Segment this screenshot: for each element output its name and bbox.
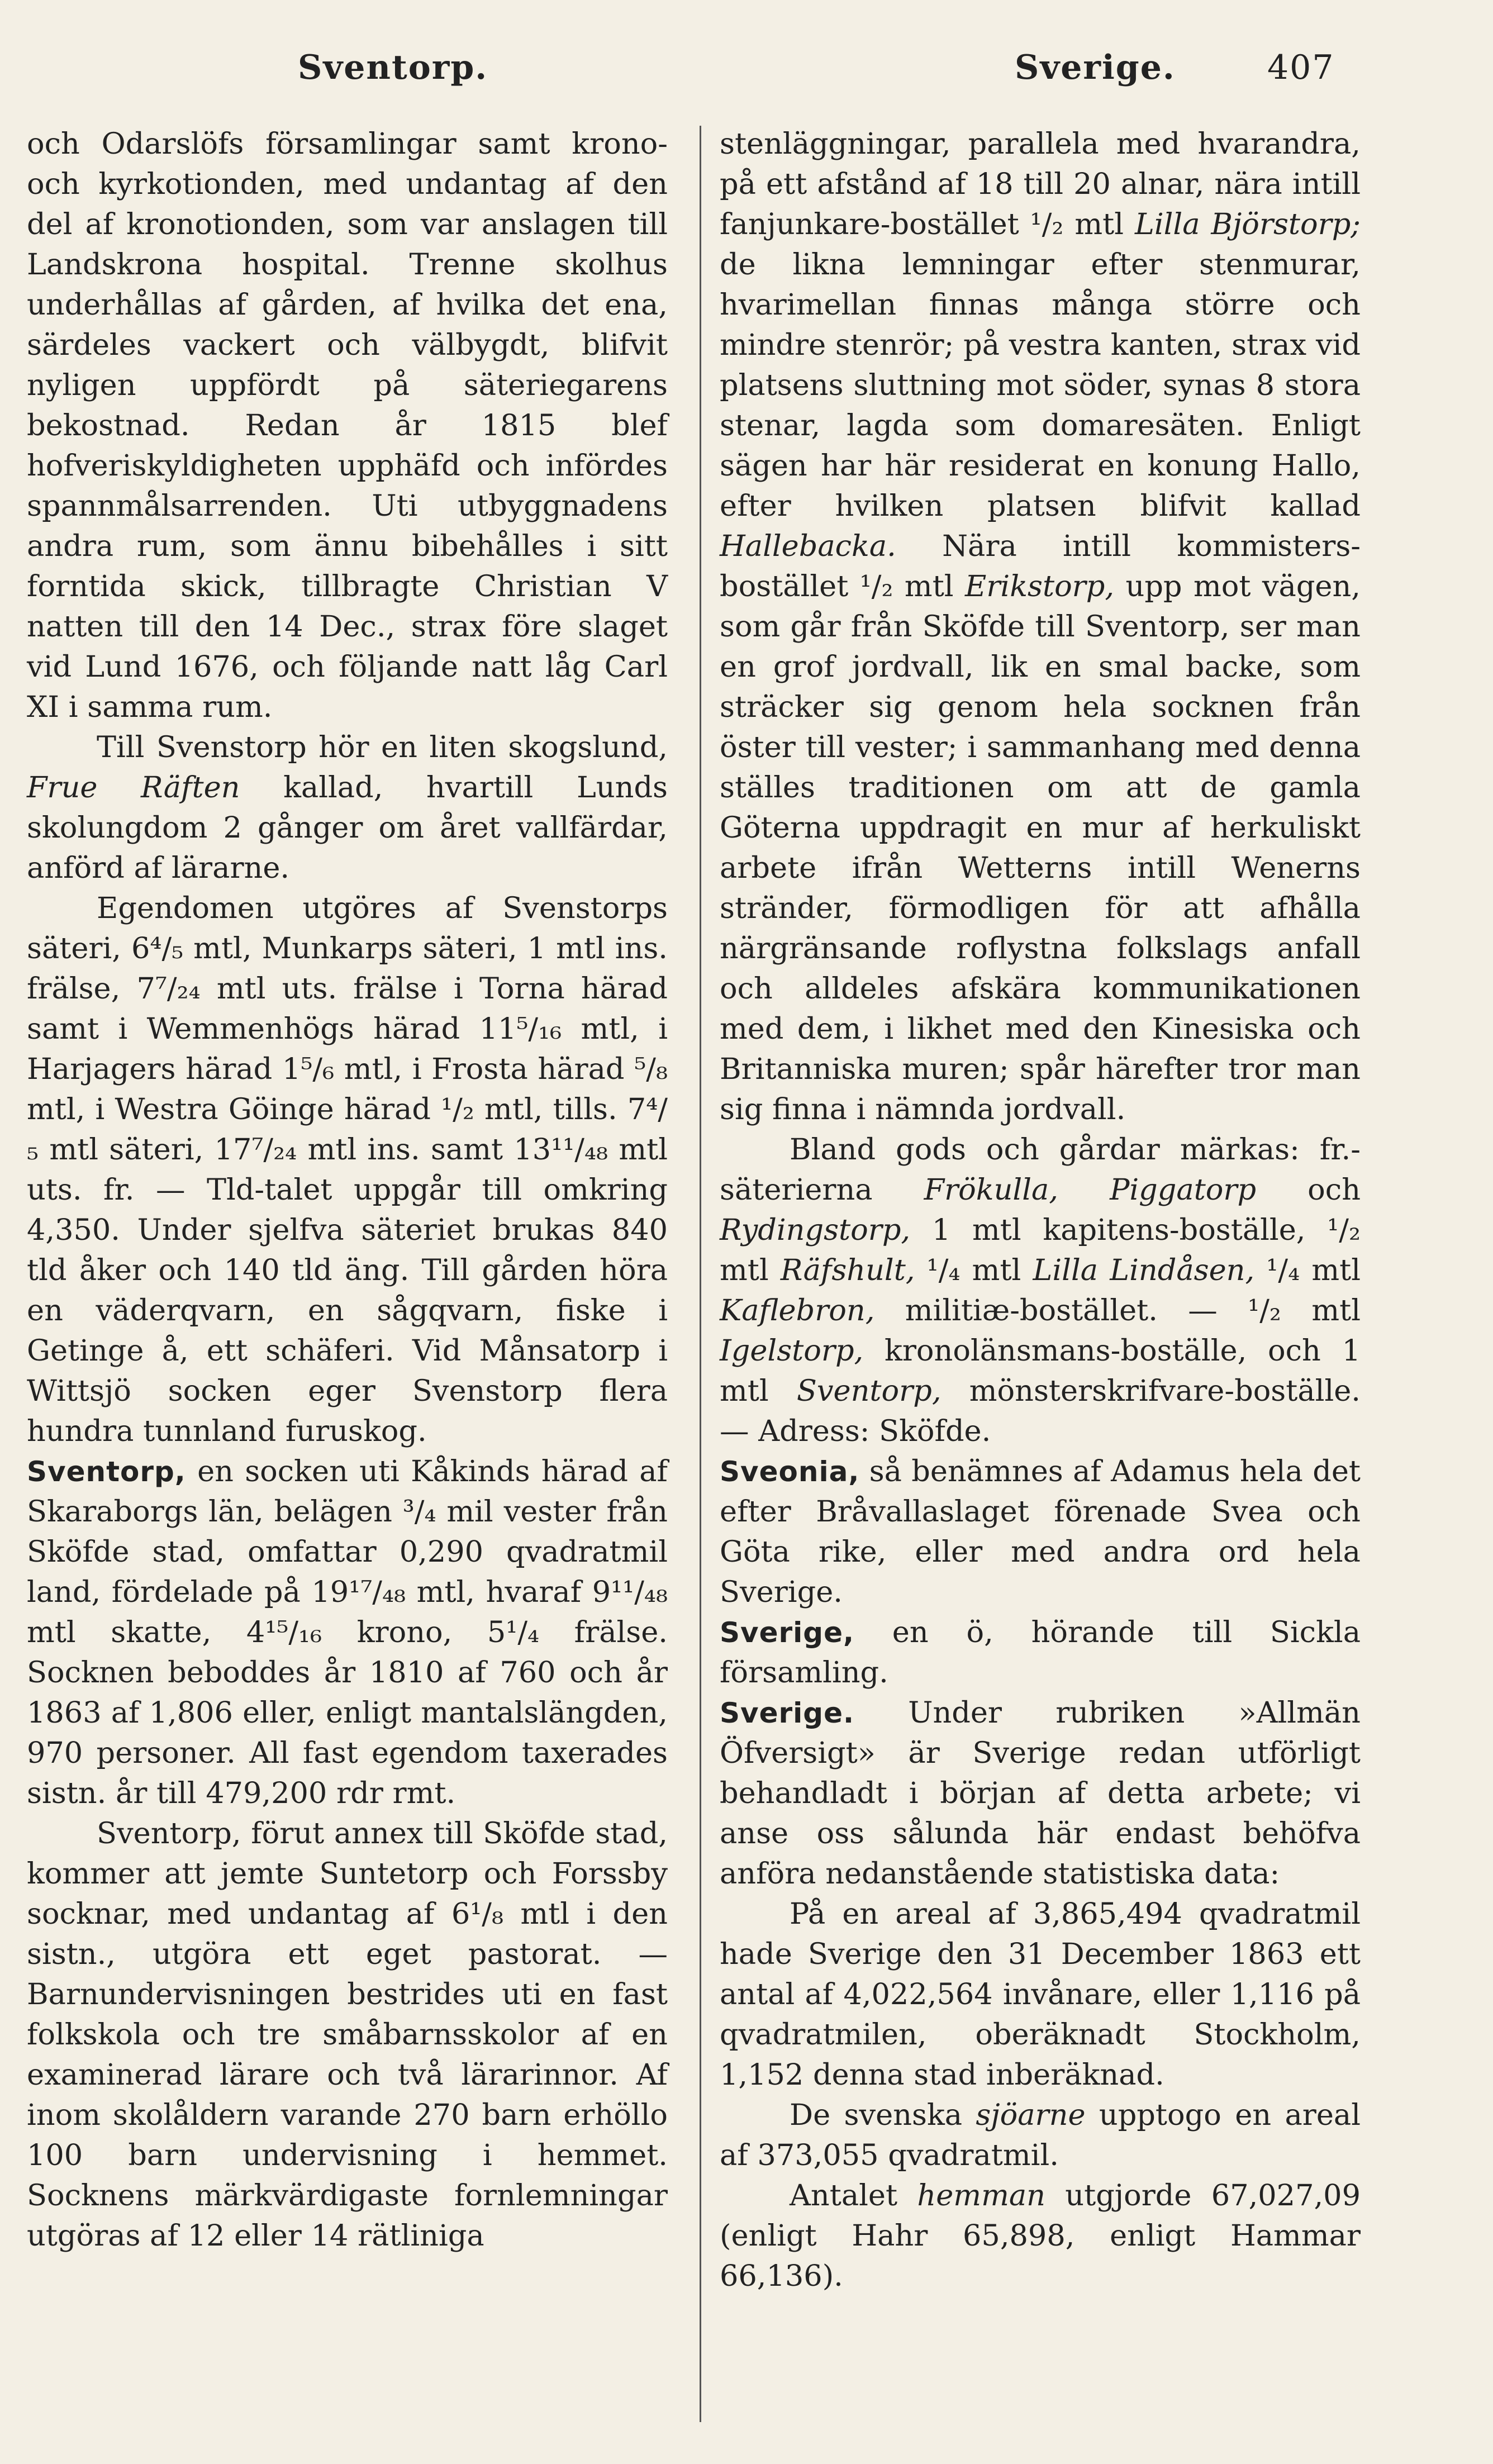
entry [720, 1612, 1361, 1693]
text: stenläggningar, parallela med hvarandra, på ett afstånd af 18 till 20 alnar, nära intill fanjunkare-bostället ¹/₂ mtl [720, 127, 1361, 241]
running-head-left: Sventorp. [298, 48, 488, 87]
entry [720, 1452, 1361, 1612]
entry-headword: Sverige, [720, 1616, 855, 1649]
text: 1 mtl kapitens-boställe, ¹/₂ mtl [720, 1213, 1361, 1287]
paragraph [27, 124, 668, 727]
column-divider [700, 126, 701, 2422]
paragraph [720, 2095, 1361, 2176]
text: så benämnes af Adamus hela det efter Bråvallaslaget förenade Svea och Göta rike, eller med andra ord hela Sverige. [720, 1454, 1361, 1609]
text: en socken uti Kåkinds härad af Skaraborgs län, belägen ³/₄ mil vester från Sköfde stad, omfattar 0,290 qvadratmil land, fördelade på 19¹⁷/₄₈ mtl, hvaraf 9¹¹/₄₈ mtl skatte, 4¹⁵/₁₆ krono, 5¹/₄ frälse. Socknen beboddes år 1810 af 760 och år 1863 af 1,806 eller, enligt mantalslängden, 970 personer. All fast egendom taxerades sistn. år till 479,200 rdr rmt. [27, 1454, 668, 1810]
entry-headword: Sventorp, [27, 1455, 186, 1488]
text: mönsterskrifvare-boställe. — Adress: Sköfde. [720, 1374, 1361, 1448]
paragraph [720, 124, 1361, 1130]
entry-headword: Sveonia, [720, 1455, 860, 1488]
paragraph [720, 2176, 1361, 2296]
page-number: 407 [1267, 48, 1335, 87]
text: ¹/₄ mtl [915, 1253, 1033, 1287]
text: På en areal af 3,865,494 qvadratmil hade Sverige den 31 December 1863 ett antal af 4,022,564 invånare, eller 1,116 på qvadratmilen, oberäknadt Stockholm, 1,152 denna stad inberäknad. [720, 1897, 1361, 2092]
text: upptogo en areal af 373,055 qvadratmil. [720, 2098, 1361, 2172]
place-name: Rydingstorp, [720, 1213, 911, 1247]
place-name: Frue Räften [27, 770, 240, 805]
place-name: Räfshult, [780, 1253, 915, 1287]
text: de likna lemningar efter stenmurar, hvarimellan finnas många större och mindre stenrör; på vestra kanten, strax vid platsens sluttning mot söder, synas 8 stora stenar, lagda som domaresäten. Enligt sägen har här residerat en konung Hallo, efter hvilken platsen blifvit kallad [720, 248, 1361, 523]
place-name: Kaflebron, [720, 1293, 875, 1328]
text: upp mot vägen, som går från Sköfde till Sventorp, ser man en grof jordvall, lik en smal backe, som sträcker sig genom hela socknen från öster till vester; i sammanhang med denna ställes traditionen om att de gamla Göterna uppdragit en mur af herkuliskt arbete ifrån Wetterns intill Wenerns stränder, förmodligen för att afhålla närgränsande roflystna folkslags anfall och alldeles afskära kommunikationen med dem, i likhet med den Kinesiska och Britanniska muren; spår härefter tror man sig finna i nämnda jordvall. [720, 569, 1361, 1126]
place-name: Erikstorp, [965, 569, 1115, 603]
text: Sventorp, förut annex till Sköfde stad, kommer att jemte Suntetorp och Forssby socknar, med undantag af 6¹/₈ mtl i den sistn., utgöra ett eget pastorat. — Barnundervisningen bestrides uti en fast folkskola och tre småbarnsskolor af en examinerad lärare och två lärarinnor. Af inom skolåldern varande 270 barn erhöllo 100 barn undervisning i hemmet. Socknens märkvärdigaste fornlemningar utgöras af 12 eller 14 rätliniga [27, 1816, 668, 2253]
paragraph [720, 1894, 1361, 2095]
paragraph [27, 727, 668, 888]
place-name: Sventorp, [796, 1374, 942, 1408]
place-name: Piggatorp [1110, 1173, 1257, 1207]
text: Under rubriken »Allmän Öfversigt» är Sverige redan utförligt behandladt i början af detta arbete; vi anse oss sålunda här endast behöfva anföra nedanstående statistiska data: [720, 1696, 1361, 1891]
term: sjöarne [976, 2098, 1086, 2132]
place-name: Frökulla, [924, 1173, 1058, 1207]
right-column [720, 124, 1361, 2296]
place-name: Igelstorp, [720, 1334, 864, 1368]
term: hemman [917, 2178, 1045, 2213]
running-head-right: Sverige. [1015, 48, 1176, 87]
paragraph [27, 888, 668, 1452]
text: ¹/₄ mtl [1254, 1253, 1361, 1287]
text: militiæ-bostället. — ¹/₂ mtl [874, 1293, 1361, 1328]
place-name: Lilla Björstorp; [1134, 207, 1361, 241]
text: Bland gods och gårdar märkas: fr.-säterierna [720, 1133, 1361, 1207]
text: Till Svenstorp hör en liten skogslund, [97, 730, 668, 764]
text: Antalet [790, 2178, 917, 2213]
place-name: Hallebacka. [720, 529, 896, 563]
text: en ö, hörande till Sickla församling. [720, 1615, 1361, 1690]
text: kallad, hvartill Lunds skolungdom 2 gånger om året vallfärdar, anförd af lärarne. [27, 770, 668, 885]
entry-headword: Sverige. [720, 1697, 855, 1729]
text: Egendomen utgöres af Svenstorps säteri, 6⁴/₅ mtl, Munkarps säteri, 1 mtl ins. frälse, 7⁷/₂₄ mtl uts. frälse i Torna härad samt i Wemmenhögs härad 11⁵/₁₆ mtl, i Harjagers härad 1⁵/₆ mtl, i Frosta härad ⁵/₈ mtl, i Westra Göinge härad ¹/₂ mtl, tills. 7⁴/₅ mtl säteri, 17⁷/₂₄ mtl ins. samt 13¹¹/₄₈ mtl uts. fr. — Tld-talet uppgår till omkring 4,350. Under sjelfva säteriet brukas 840 tld åker och 140 tld äng. Till gården höra en väderqvarn, en sågqvarn, fiske i Getinge å, ett schäferi. Vid Månsatorp i Wittsjö socken eger Svenstorp flera hundra tunnland furuskog. [27, 891, 668, 1448]
place-name: Lilla Lindåsen, [1033, 1253, 1255, 1287]
text: De svenska [790, 2098, 976, 2132]
text: kronolänsmans-boställe, och 1 mtl [720, 1334, 1361, 1408]
entry [720, 1693, 1361, 1894]
paragraph [720, 1130, 1361, 1452]
text: Nära intill kommisters-bostället ¹/₂ mtl [720, 529, 1361, 603]
text: och Odarslöfs församlingar samt krono- och kyrkotionden, med undantag af den del af kronotionden, som var anslagen till Landskrona hospital. Trenne skolhus underhållas af gården, af hvilka det ena, särdeles vackert och välbygdt, blifvit nyligen uppfördt på säteriegarens bekostnad. Redan år 1815 blef hofveriskyldigheten upphäfd och infördes spannmålsarrenden. Uti utbyggnadens andra rum, som ännu bibehålles i sitt forntida skick, tillbragte Christian V natten till den 14 Dec., strax före slaget vid Lund 1676, och följande natt låg Carl XI i samma rum. [27, 127, 668, 724]
paragraph [27, 1814, 668, 2256]
text: utgjorde 67,027,09 (enligt Hahr 65,898, enligt Hammar 66,136). [720, 2178, 1361, 2293]
left-column [27, 124, 668, 2256]
text: och [1256, 1173, 1361, 1207]
entry [27, 1452, 668, 1814]
